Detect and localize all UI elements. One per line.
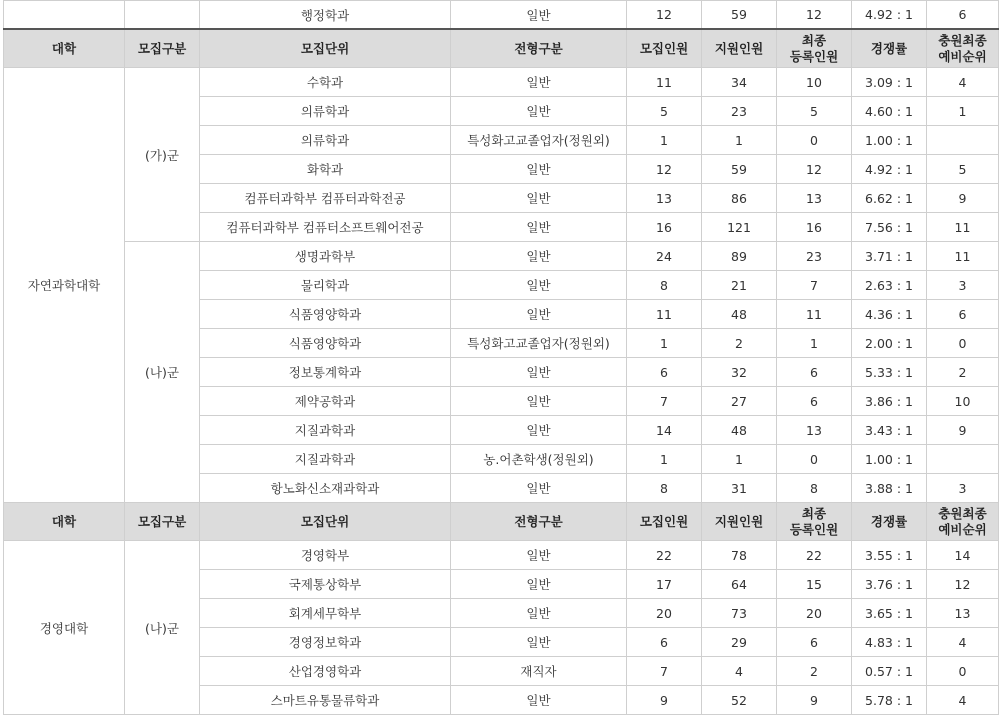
rate-cell: 4.36 : 1	[852, 300, 927, 329]
type-cell: 일반	[451, 97, 627, 126]
column-header: 전형구분	[451, 29, 627, 68]
applicants-cell: 64	[702, 570, 777, 599]
registered-cell: 1	[777, 329, 852, 358]
applicants-cell: 31	[702, 474, 777, 503]
quota-cell: 1	[627, 445, 702, 474]
applicants-cell: 89	[702, 242, 777, 271]
column-header: 모집구분	[125, 503, 200, 541]
registered-cell: 10	[777, 68, 852, 97]
admission-results-table	[3, 0, 999, 715]
rate-cell: 2.63 : 1	[852, 271, 927, 300]
rate-cell: 4.60 : 1	[852, 97, 927, 126]
rank-cell: 0	[927, 329, 999, 358]
rank-cell: 11	[927, 242, 999, 271]
rate-cell: 4.83 : 1	[852, 628, 927, 657]
quota-cell: 8	[627, 474, 702, 503]
column-header: 대학	[4, 503, 125, 541]
applicants-cell: 121	[702, 213, 777, 242]
quota-cell: 5	[627, 97, 702, 126]
registered-cell: 8	[777, 474, 852, 503]
rate-cell: 4.92 : 1	[852, 155, 927, 184]
type-cell: 일반	[451, 686, 627, 715]
type-cell: 특성화고교졸업자(정원외)	[451, 126, 627, 155]
type-cell: 일반	[451, 155, 627, 184]
registered-cell: 13	[777, 184, 852, 213]
unit-cell: 경영학부	[200, 541, 451, 570]
rate-cell: 3.09 : 1	[852, 68, 927, 97]
rate-cell: 4.92 : 1	[852, 1, 927, 30]
quota-cell: 1	[627, 126, 702, 155]
type-cell: 일반	[451, 474, 627, 503]
applicants-cell: 2	[702, 329, 777, 358]
column-header: 경쟁률	[852, 29, 927, 68]
type-cell: 일반	[451, 358, 627, 387]
type-cell: 일반	[451, 599, 627, 628]
unit-cell: 의류학과	[200, 126, 451, 155]
type-cell: 재직자	[451, 657, 627, 686]
unit-cell: 컴퓨터과학부 컴퓨터소프트웨어전공	[200, 213, 451, 242]
unit-cell: 식품영양학과	[200, 300, 451, 329]
quota-cell: 16	[627, 213, 702, 242]
table-body	[4, 1, 999, 715]
registered-cell: 6	[777, 387, 852, 416]
unit-cell: 제약공학과	[200, 387, 451, 416]
column-header: 모집인원	[627, 503, 702, 541]
quota-cell: 8	[627, 271, 702, 300]
registered-cell: 0	[777, 445, 852, 474]
rank-cell	[927, 445, 999, 474]
rank-cell: 4	[927, 686, 999, 715]
registered-cell: 2	[777, 657, 852, 686]
applicants-cell: 52	[702, 686, 777, 715]
rate-cell: 3.65 : 1	[852, 599, 927, 628]
group-cell: (나)군	[125, 541, 200, 715]
column-header: 최종 등록인원	[777, 29, 852, 68]
type-cell: 일반	[451, 242, 627, 271]
quota-cell: 24	[627, 242, 702, 271]
blank-cell	[4, 1, 125, 30]
quota-cell: 11	[627, 300, 702, 329]
rank-cell: 5	[927, 155, 999, 184]
college-cell: 경영대학	[4, 541, 125, 715]
group-cell: (나)군	[125, 242, 200, 503]
rank-cell: 3	[927, 271, 999, 300]
quota-cell: 6	[627, 358, 702, 387]
quota-cell: 11	[627, 68, 702, 97]
column-header: 경쟁률	[852, 503, 927, 541]
registered-cell: 12	[777, 155, 852, 184]
unit-cell: 경영정보학과	[200, 628, 451, 657]
unit-cell: 산업경영학과	[200, 657, 451, 686]
quota-cell: 17	[627, 570, 702, 599]
unit-cell: 수학과	[200, 68, 451, 97]
unit-cell: 회계세무학부	[200, 599, 451, 628]
table-row	[4, 1, 999, 30]
rank-cell: 6	[927, 300, 999, 329]
column-header: 최종 등록인원	[777, 503, 852, 541]
header-row	[4, 29, 999, 68]
rate-cell: 1.00 : 1	[852, 126, 927, 155]
rate-cell: 3.76 : 1	[852, 570, 927, 599]
quota-cell: 14	[627, 416, 702, 445]
unit-cell: 지질과학과	[200, 445, 451, 474]
registered-cell: 15	[777, 570, 852, 599]
rate-cell: 7.56 : 1	[852, 213, 927, 242]
column-header: 대학	[4, 29, 125, 68]
column-header: 모집단위	[200, 29, 451, 68]
group-cell: (가)군	[125, 68, 200, 242]
rate-cell: 0.57 : 1	[852, 657, 927, 686]
type-cell: 일반	[451, 570, 627, 599]
applicants-cell: 59	[702, 1, 777, 30]
rank-cell: 1	[927, 97, 999, 126]
column-header: 전형구분	[451, 503, 627, 541]
rank-cell: 3	[927, 474, 999, 503]
rank-cell: 13	[927, 599, 999, 628]
registered-cell: 6	[777, 358, 852, 387]
applicants-cell: 29	[702, 628, 777, 657]
registered-cell: 11	[777, 300, 852, 329]
rank-cell: 12	[927, 570, 999, 599]
applicants-cell: 1	[702, 126, 777, 155]
quota-cell: 1	[627, 329, 702, 358]
column-header: 충원최종 예비순위	[927, 29, 999, 68]
applicants-cell: 32	[702, 358, 777, 387]
rate-cell: 2.00 : 1	[852, 329, 927, 358]
type-cell: 일반	[451, 628, 627, 657]
registered-cell: 9	[777, 686, 852, 715]
table-row	[4, 68, 999, 97]
registered-cell: 0	[777, 126, 852, 155]
applicants-cell: 1	[702, 445, 777, 474]
quota-cell: 13	[627, 184, 702, 213]
unit-cell: 식품영양학과	[200, 329, 451, 358]
registered-cell: 7	[777, 271, 852, 300]
registered-cell: 20	[777, 599, 852, 628]
type-cell: 일반	[451, 184, 627, 213]
applicants-cell: 4	[702, 657, 777, 686]
quota-cell: 7	[627, 387, 702, 416]
type-cell: 일반	[451, 1, 627, 30]
type-cell: 농.어촌학생(정원외)	[451, 445, 627, 474]
unit-cell: 항노화신소재과학과	[200, 474, 451, 503]
applicants-cell: 34	[702, 68, 777, 97]
quota-cell: 7	[627, 657, 702, 686]
type-cell: 일반	[451, 300, 627, 329]
rank-cell: 4	[927, 628, 999, 657]
blank-cell	[125, 1, 200, 30]
quota-cell: 12	[627, 155, 702, 184]
applicants-cell: 27	[702, 387, 777, 416]
rank-cell: 11	[927, 213, 999, 242]
unit-cell: 지질과학과	[200, 416, 451, 445]
unit-cell: 컴퓨터과학부 컴퓨터과학전공	[200, 184, 451, 213]
type-cell: 일반	[451, 68, 627, 97]
rate-cell: 3.55 : 1	[852, 541, 927, 570]
registered-cell: 23	[777, 242, 852, 271]
registered-cell: 16	[777, 213, 852, 242]
unit-cell: 화학과	[200, 155, 451, 184]
column-header: 지원인원	[702, 29, 777, 68]
rank-cell: 14	[927, 541, 999, 570]
unit-cell: 국제통상학부	[200, 570, 451, 599]
registered-cell: 5	[777, 97, 852, 126]
header-row	[4, 503, 999, 541]
applicants-cell: 48	[702, 416, 777, 445]
unit-cell: 정보통계학과	[200, 358, 451, 387]
rate-cell: 6.62 : 1	[852, 184, 927, 213]
quota-cell: 20	[627, 599, 702, 628]
column-header: 모집단위	[200, 503, 451, 541]
table-row	[4, 541, 999, 570]
rate-cell: 3.71 : 1	[852, 242, 927, 271]
rate-cell: 5.33 : 1	[852, 358, 927, 387]
rate-cell: 3.86 : 1	[852, 387, 927, 416]
applicants-cell: 59	[702, 155, 777, 184]
rank-cell: 6	[927, 1, 999, 30]
applicants-cell: 86	[702, 184, 777, 213]
applicants-cell: 23	[702, 97, 777, 126]
type-cell: 일반	[451, 387, 627, 416]
quota-cell: 22	[627, 541, 702, 570]
applicants-cell: 78	[702, 541, 777, 570]
college-cell: 자연과학대학	[4, 68, 125, 503]
rank-cell	[927, 126, 999, 155]
applicants-cell: 48	[702, 300, 777, 329]
applicants-cell: 21	[702, 271, 777, 300]
unit-cell: 생명과학부	[200, 242, 451, 271]
unit-cell: 스마트유통물류학과	[200, 686, 451, 715]
type-cell: 일반	[451, 541, 627, 570]
unit-cell: 행정학과	[200, 1, 451, 30]
rate-cell: 1.00 : 1	[852, 445, 927, 474]
registered-cell: 6	[777, 628, 852, 657]
column-header: 지원인원	[702, 503, 777, 541]
registered-cell: 12	[777, 1, 852, 30]
type-cell: 일반	[451, 271, 627, 300]
rank-cell: 10	[927, 387, 999, 416]
rank-cell: 9	[927, 184, 999, 213]
type-cell: 일반	[451, 416, 627, 445]
type-cell: 일반	[451, 213, 627, 242]
rate-cell: 3.43 : 1	[852, 416, 927, 445]
registered-cell: 22	[777, 541, 852, 570]
unit-cell: 의류학과	[200, 97, 451, 126]
quota-cell: 12	[627, 1, 702, 30]
registered-cell: 13	[777, 416, 852, 445]
rate-cell: 5.78 : 1	[852, 686, 927, 715]
rank-cell: 2	[927, 358, 999, 387]
quota-cell: 6	[627, 628, 702, 657]
rank-cell: 9	[927, 416, 999, 445]
unit-cell: 물리학과	[200, 271, 451, 300]
applicants-cell: 73	[702, 599, 777, 628]
rank-cell: 4	[927, 68, 999, 97]
quota-cell: 9	[627, 686, 702, 715]
rate-cell: 3.88 : 1	[852, 474, 927, 503]
column-header: 모집구분	[125, 29, 200, 68]
column-header: 모집인원	[627, 29, 702, 68]
column-header: 충원최종 예비순위	[927, 503, 999, 541]
rank-cell: 0	[927, 657, 999, 686]
type-cell: 특성화고교졸업자(정원외)	[451, 329, 627, 358]
table-row	[4, 242, 999, 271]
